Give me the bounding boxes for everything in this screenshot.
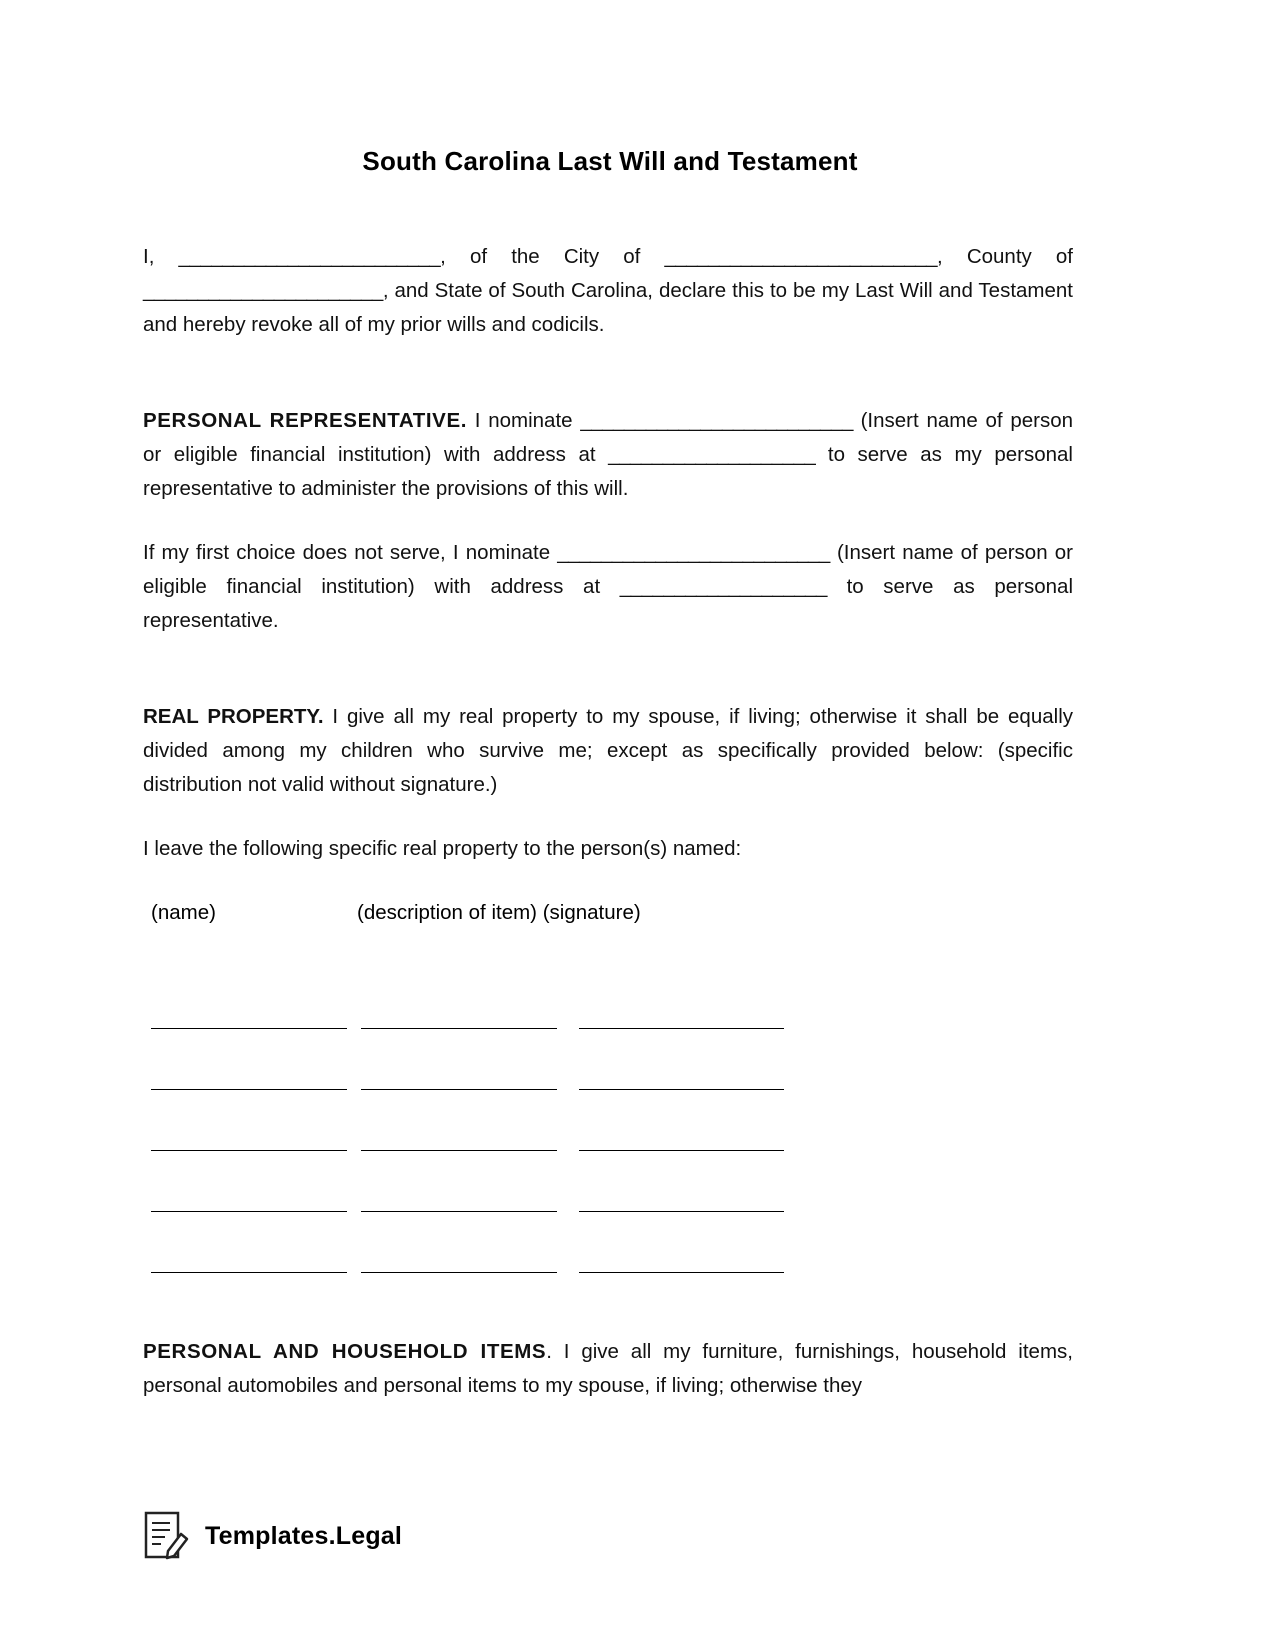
table-row bbox=[151, 1212, 1073, 1273]
pr-text-b: (Insert name of person or eligible financial institution) with address at bbox=[143, 409, 1074, 466]
intro-text-a: I, bbox=[143, 245, 179, 268]
signature-signature-line[interactable] bbox=[579, 1211, 784, 1212]
signature-signature-line[interactable] bbox=[579, 1150, 784, 1151]
page-title: South Carolina Last Will and Testament bbox=[362, 146, 858, 176]
personal-household-items-paragraph bbox=[143, 1335, 1073, 1403]
signature-table bbox=[143, 968, 1073, 1273]
pr2-text-a: If my first choice does not serve, I nominate bbox=[143, 541, 558, 564]
intro-blank-city: _________________________ bbox=[664, 245, 937, 268]
spacer bbox=[143, 342, 1073, 404]
signature-name-line[interactable] bbox=[151, 1089, 347, 1090]
pr-blank-2: ___________________ bbox=[608, 443, 816, 466]
pr-text-a: I nominate bbox=[467, 409, 581, 432]
signature-col2-header: (description of item) (signature) bbox=[357, 901, 641, 924]
intro-text-b: , of the City of bbox=[440, 245, 665, 268]
real-property-list-intro: I leave the following specific real property to the person(s) named: bbox=[143, 837, 742, 860]
spacer bbox=[143, 506, 1073, 536]
intro-text-d: , and State of South Carolina, declare this to be my Last Will and Testament and hereby revoke all of my prior wills and codicils. bbox=[143, 279, 1073, 336]
signature-name-line[interactable] bbox=[151, 1211, 347, 1212]
spacer bbox=[143, 1273, 1073, 1335]
intro-blank-county: ______________________ bbox=[143, 279, 383, 302]
real-property-paragraph bbox=[143, 700, 1073, 802]
signature-description-line[interactable] bbox=[361, 1272, 557, 1273]
table-row bbox=[151, 1029, 1073, 1090]
pr2-blank-1: _________________________ bbox=[557, 541, 830, 564]
pr2-text-b: (Insert name of person or eligible financial institution) with address at bbox=[143, 541, 1073, 598]
intro-blank-name: ________________________ bbox=[178, 245, 441, 268]
personal-representative-heading: PERSONAL REPRESENTATIVE. bbox=[143, 409, 468, 432]
signature-description-line[interactable] bbox=[361, 1089, 557, 1090]
spacer bbox=[143, 866, 1073, 896]
table-row bbox=[151, 1090, 1073, 1151]
signature-description-line[interactable] bbox=[361, 1028, 557, 1029]
document-pen-icon bbox=[143, 1510, 189, 1562]
pr-blank-1: _________________________ bbox=[580, 409, 853, 432]
document-body bbox=[143, 240, 1073, 1403]
signature-name-line[interactable] bbox=[151, 1150, 347, 1151]
real-property-heading: REAL PROPERTY. bbox=[143, 705, 324, 728]
signature-signature-line[interactable] bbox=[579, 1272, 784, 1273]
personal-representative-paragraph-2 bbox=[143, 536, 1073, 638]
signature-table-header bbox=[143, 896, 1073, 930]
intro-paragraph bbox=[143, 240, 1073, 342]
spacer bbox=[143, 802, 1073, 832]
signature-description-line[interactable] bbox=[361, 1211, 557, 1212]
pr2-blank-2: ___________________ bbox=[619, 575, 827, 598]
table-row bbox=[151, 968, 1073, 1029]
signature-signature-line[interactable] bbox=[579, 1089, 784, 1090]
rp-text: I give all my real property to my spouse, if living; otherwise it shall be equally divided among my children who survive me; except as specifically provided below: (specific distribution not valid without signature.) bbox=[143, 705, 1073, 796]
pr-text-c: to serve as my personal representative to administer the provisions of this will. bbox=[143, 443, 1073, 500]
spacer bbox=[143, 638, 1073, 700]
signature-name-line[interactable] bbox=[151, 1272, 347, 1273]
intro-text-c: , County of bbox=[937, 245, 1073, 268]
footer bbox=[143, 1510, 402, 1562]
signature-name-line[interactable] bbox=[151, 1028, 347, 1029]
pr2-text-c: to serve as personal representative. bbox=[143, 575, 1073, 632]
personal-household-items-heading: PERSONAL AND HOUSEHOLD ITEMS bbox=[143, 1340, 547, 1363]
signature-description-line[interactable] bbox=[361, 1150, 557, 1151]
table-row bbox=[151, 1151, 1073, 1212]
phi-text: . I give all my furniture, furnishings, household items, personal automobiles and personal items to my spouse, if living; otherwise they bbox=[143, 1340, 1073, 1397]
brand-label: Templates.Legal bbox=[205, 1521, 403, 1550]
personal-representative-paragraph-1 bbox=[143, 404, 1073, 506]
signature-col1-header: (name) bbox=[151, 901, 216, 924]
signature-signature-line[interactable] bbox=[579, 1028, 784, 1029]
